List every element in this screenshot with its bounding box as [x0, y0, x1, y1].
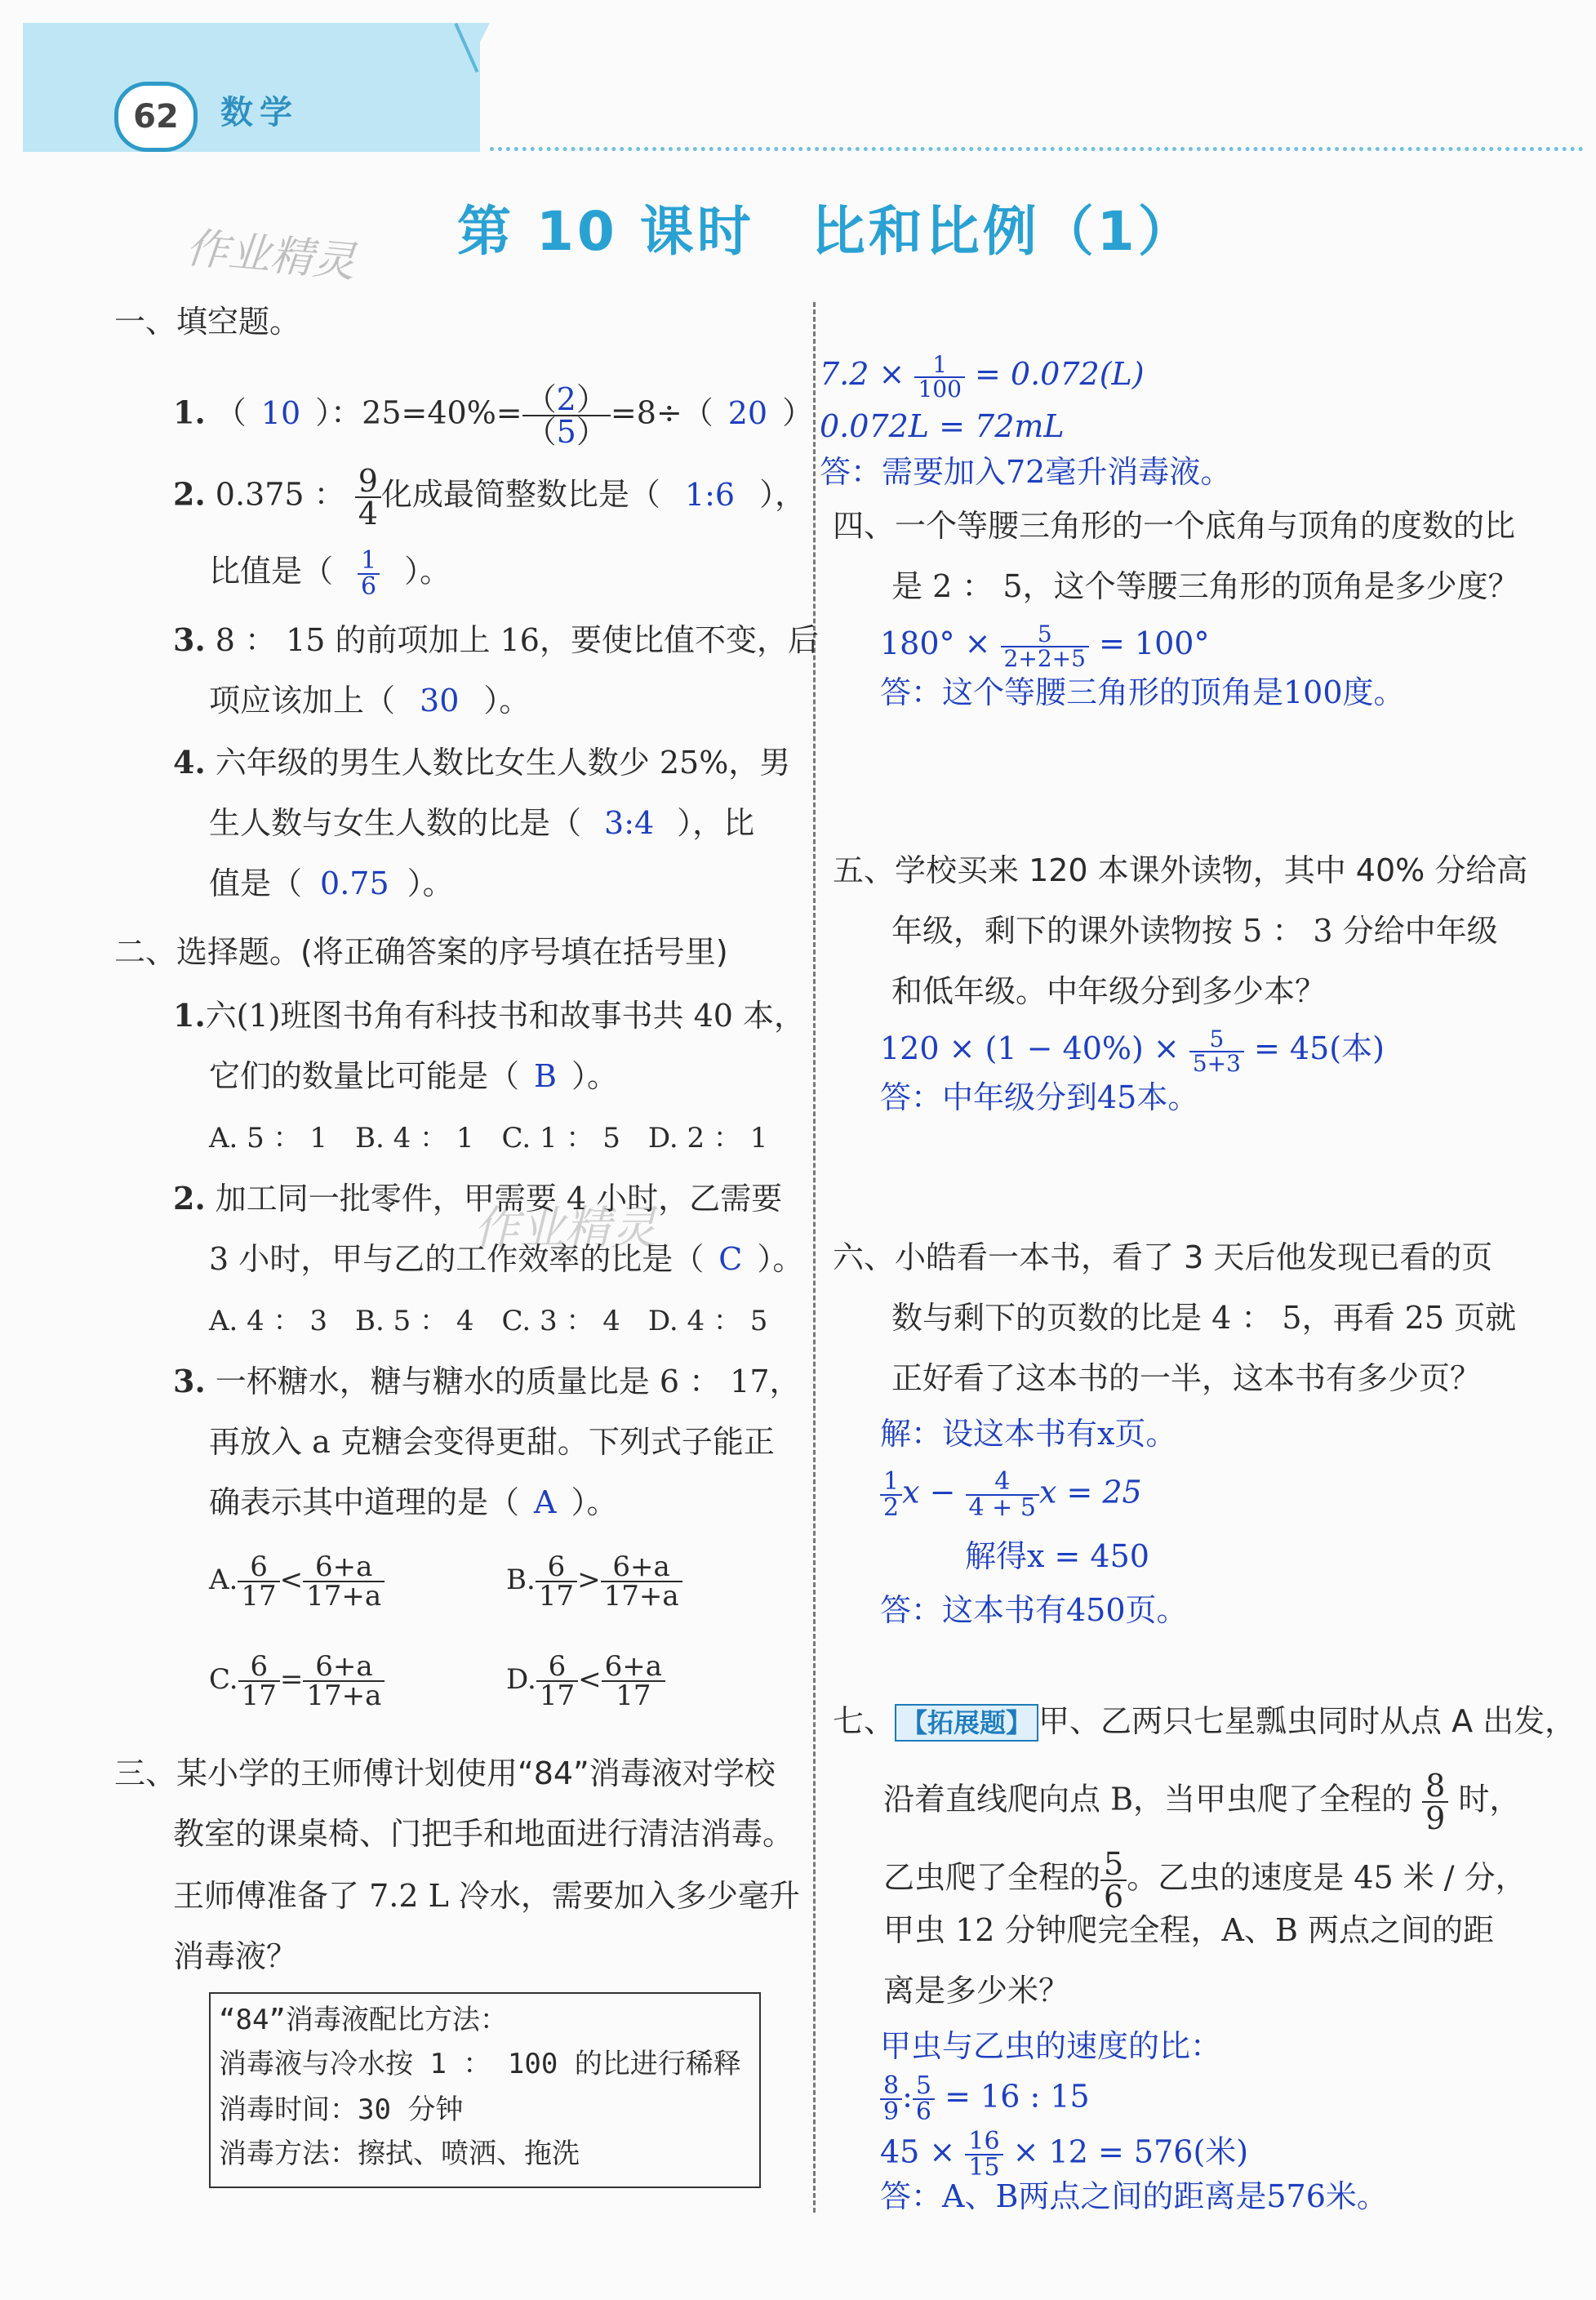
choice-q2-line2: 3 小时，甲与乙的工作效率的比是（ C ）。	[209, 1241, 804, 1277]
info-box-line-3: 消毒时间：30 分钟	[219, 2093, 464, 2126]
s5-answer-line1: 120 × (1 − 40%) × $\frac{5}{5+3}$ = 45(本)	[880, 1025, 1385, 1077]
choice-q3-option-b: B. $\frac{6}{17}$ > $\frac{6+a}{17+a}$	[506, 1553, 682, 1610]
info-box-line-2: 消毒液与冷水按 1 ： 100 的比进行稀释	[219, 2048, 741, 2080]
section-6-line3: 正好看了这本书的一半，这本书有多少页？	[891, 1360, 1482, 1396]
choice-q2-options: A. 4 ： 3 B. 5 ： 4 C. 3 ： 4 D. 4 ： 5	[209, 1305, 768, 1337]
info-box-line-1: “84”消毒液配比方法：	[219, 2004, 508, 2036]
s6-answer-line4: 答：这本书有450页。	[880, 1592, 1188, 1628]
s3-answer-line3: 答：需要加入72毫升消毒液。	[820, 454, 1232, 490]
s7-answer-ratio: $\frac{8}{9}$ : $\frac{5}{6}$ = 16 : 15	[880, 2074, 1090, 2124]
watermark-center: 作业精灵	[473, 1202, 656, 1255]
choice-q3-line2: 再放入 a 克糖会变得更甜。下列式子能正	[209, 1424, 775, 1460]
section-7-line2: 沿着直线爬向点 B，当甲虫爬了全程的 $\frac{8}{9}$ 时，	[883, 1768, 1521, 1836]
s6-answer-solve: 解得x = 450	[965, 1538, 1149, 1574]
choice-q1-options: A. 5 ： 1 B. 4 ： 1 C. 1 ： 5 D. 2 ： 1	[209, 1122, 768, 1154]
section-3-line4: 消毒液？	[173, 1938, 298, 1974]
section-5-heading: 五、学校买来 120 本课外读物，其中 40% 分给高	[833, 852, 1528, 888]
choice-q1-line2: 它们的数量比可能是（ B ）。	[209, 1058, 618, 1094]
s7-answer-line1: 甲虫与乙虫的速度的比：	[880, 2028, 1222, 2064]
section-7-heading: 七、 【拓展题】 甲、乙两只七星瓢虫同时从点 A 出发，	[833, 1700, 1576, 1742]
choice-q3-option-c: C. $\frac{6}{17}$ = $\frac{6+a}{17+a}$	[209, 1653, 385, 1710]
fill-q3: 3. 8 ： 15 的前项加上 16，要使比值不变，后	[173, 621, 819, 658]
section-4-heading: 四、一个等腰三角形的一个底角与顶角的度数的比	[833, 508, 1516, 544]
section-7-line5: 离是多少米？	[883, 1973, 1070, 2009]
s3-answer-line2: 0.072L = 72mL	[820, 408, 1065, 444]
section-6-heading: 六、小皓看一本书，看了 3 天后他发现已看的页	[833, 1239, 1493, 1275]
fill-q4-line2: 生人数与女生人数的比是（ 3:4 ），比	[209, 805, 755, 841]
header-dotted-rule	[490, 147, 1584, 151]
s6-answer-equation: $\frac{1}{2}$ x − $\frac{4}{4 + 5}$ x = 25	[880, 1470, 1142, 1520]
subject-label: 数学	[220, 94, 299, 131]
section-7-line3: 乙虫爬了全程的 $\frac{5}{6}$ 。乙虫的速度是 45 米 / 分，	[883, 1846, 1527, 1915]
info-box-line-4: 消毒方法：擦拭、喷洒、拖洗	[219, 2138, 580, 2170]
column-divider	[813, 302, 816, 2213]
section-3-line3: 王师傅准备了 7.2 L 冷水，需要加入多少毫升	[173, 1878, 800, 1914]
choice-q3-option-a: A. $\frac{6}{17}$ < $\frac{6+a}{17+a}$	[209, 1553, 385, 1610]
fill-q3-line2: 项应该加上（ 30 ）。	[209, 683, 531, 718]
section-6-line2: 数与剩下的页数的比是 4 ： 5，再看 25 页就	[891, 1300, 1517, 1336]
section-4-line2: 是 2 ： 5，这个等腰三角形的顶角是多少度？	[891, 568, 1519, 604]
s3-answer-line1: 7.2 × $\frac{1}{100}$ = 0.072(L)	[820, 350, 1145, 403]
choice-q3-line3: 确表示其中道理的是（ A ）。	[209, 1484, 618, 1520]
choice-q3: 3. 一杯糖水，糖与糖水的质量比是 6 ： 17，	[173, 1363, 801, 1399]
section-1-heading: 一、填空题。	[114, 304, 301, 340]
fill-q2-line2: 比值是（ $\frac{1}{6}$ ）。	[209, 546, 451, 601]
s4-answer-line2: 答：这个等腰三角形的顶角是100度。	[880, 674, 1405, 710]
s4-answer-line1: 180° × $\frac{5}{2+2+5}$ = 100°	[880, 620, 1210, 672]
s7-answer-final: 答：A、B两点之间的距离是576米。	[880, 2178, 1388, 2214]
section-5-line3: 和低年级。中年级分到多少本？	[891, 973, 1327, 1009]
header-slant	[425, 23, 490, 152]
choice-q2: 2. 加工同一批零件，甲需要 4 小时，乙需要	[173, 1180, 783, 1217]
section-5-line2: 年级，剩下的课外读物按 5 ： 3 分给中年级	[891, 913, 1498, 949]
choice-q1: 1.六(1)班图书角有科技书和故事书共 40 本，	[173, 997, 806, 1034]
section-3-line2: 教室的课桌椅、门把手和地面进行清洁消毒。	[173, 1816, 794, 1852]
page-number: 62	[114, 82, 198, 152]
fill-q1: 1. （ 10 ）：25=40%= $\frac{(2)}{(5)}$ =8÷（ 20 ）	[173, 381, 814, 450]
s6-answer-line1: 解：设这本书有x页。	[880, 1416, 1177, 1452]
fill-q2: 2. 0.375 ： $\frac{9}{4}$ 化成最简整数比是（ 1:6 ），	[173, 463, 807, 532]
page-title: 第 10 课时 比和比例（1）	[457, 200, 1195, 263]
watermark-logo: 作业精灵	[184, 224, 358, 287]
section-3-heading: 三、某小学的王师傅计划使用“84”消毒液对学校	[114, 1755, 776, 1791]
section-7-line4: 甲虫 12 分钟爬完全程，A、B 两点之间的距	[883, 1912, 1494, 1948]
section-2-heading: 二、选择题。(将正确答案的序号填在括号里)	[114, 934, 728, 970]
s5-answer-line2: 答：中年级分到45本。	[880, 1079, 1199, 1115]
choice-q3-option-d: D. $\frac{6}{17}$ < $\frac{6+a}{17}$	[506, 1653, 665, 1710]
s7-answer-calc: 45 × $\frac{16}{15}$ × 12 = 576(米)	[880, 2127, 1249, 2182]
extension-tag: 【拓展题】	[895, 1704, 1038, 1742]
fill-q4: 4. 六年级的男生人数比女生人数少 25%，男	[173, 744, 791, 781]
fill-q4-line3: 值是（ 0.75 ）。	[209, 865, 454, 901]
